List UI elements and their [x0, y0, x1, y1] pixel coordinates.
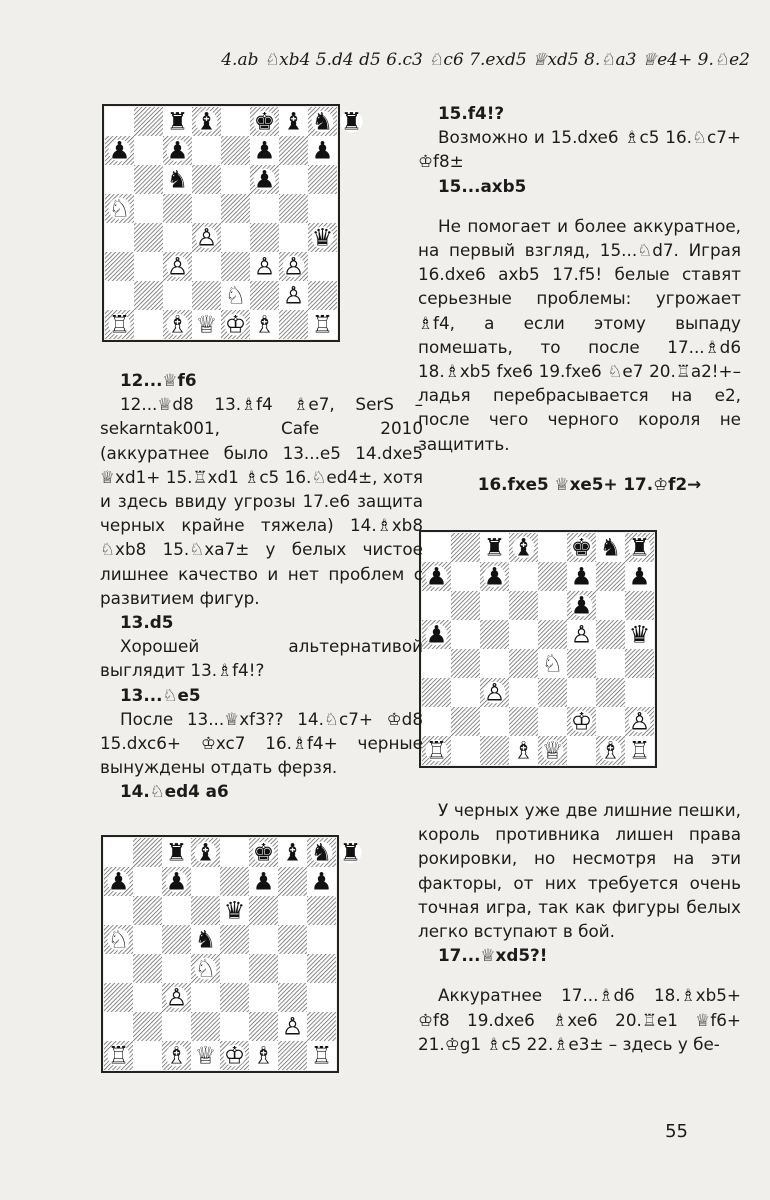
white-rook-icon: ♖ [107, 1041, 130, 1070]
black-pawn-icon: ♟ [253, 136, 276, 165]
chessboard-svg [419, 530, 657, 768]
running-header: 4.ab ♘xb4 5.d4 d5 6.c3 ♘c6 7.exd5 ♕xd5 8.♘a3 ♕e4+ 9.♘e2 [221, 50, 750, 70]
white-rook-icon: ♖ [108, 310, 131, 339]
black-knight-icon: ♞ [310, 838, 333, 867]
white-pawn-icon: ♙ [253, 252, 276, 281]
dark-square [191, 1012, 220, 1041]
light-square [308, 252, 337, 281]
dark-square [625, 649, 654, 678]
dark-square [422, 678, 451, 707]
dark-square [191, 896, 220, 925]
black-pawn-icon: ♟ [165, 867, 188, 896]
white-knight-icon: ♘ [541, 649, 564, 678]
dark-square [192, 165, 221, 194]
white-rook-icon: ♖ [425, 736, 448, 765]
light-square [105, 107, 134, 136]
light-square [596, 591, 625, 620]
light-square [133, 983, 162, 1012]
light-square [279, 223, 308, 252]
light-square [509, 562, 538, 591]
light-square [192, 252, 221, 281]
light-square [221, 223, 250, 252]
light-square [278, 896, 307, 925]
light-square [134, 252, 163, 281]
commentary-paragraph: У черных уже две лишние пешки, король противника лишен права рокировки, но несмотря на эти факторы, от них требуется очень точная игра, так как фигуры белых легко вступают в бой. [418, 800, 741, 942]
light-square [162, 896, 191, 925]
white-rook-icon: ♖ [310, 1041, 333, 1070]
light-square [104, 838, 133, 867]
light-square [596, 707, 625, 736]
dark-square [249, 896, 278, 925]
light-square [104, 1012, 133, 1041]
white-rook-icon: ♖ [311, 310, 334, 339]
dark-square [307, 896, 336, 925]
left-column [100, 368, 423, 804]
dark-square [134, 223, 163, 252]
light-square [220, 954, 249, 983]
light-square [308, 194, 337, 223]
dark-square [162, 925, 191, 954]
dark-square [221, 252, 250, 281]
light-square [162, 1012, 191, 1041]
move-line: 15.f4!? [438, 103, 505, 123]
black-pawn-icon: ♟ [425, 620, 448, 649]
dark-square [221, 194, 250, 223]
black-rook-icon: ♜ [628, 533, 651, 562]
white-queen-icon: ♕ [194, 1041, 217, 1070]
dark-square [279, 194, 308, 223]
white-king-icon: ♔ [223, 1041, 246, 1070]
black-knight-icon: ♞ [311, 107, 334, 136]
light-square [422, 649, 451, 678]
black-pawn-icon: ♟ [253, 165, 276, 194]
white-knight-icon: ♘ [224, 281, 247, 310]
dark-square [134, 107, 163, 136]
dark-square [278, 1041, 307, 1070]
black-knight-icon: ♞ [194, 925, 217, 954]
light-square [192, 194, 221, 223]
commentary-paragraph: 12...♕d8 13.♗f4 ♗e7, SerS – sekarntak001, Cafe 2010 (аккуратнее было 13...e5 14.dxe5 ♕xd1+ 15.♖xd1 ♗c5 16.♘ed4±, хотя и здесь ввиду угрозы 17.e6 защита черных крайне тяжела) 14.♗xb8 ♘xb8 15.♘xa7± у белых чистое лишнее качество и нет проблем с развитием фигур. [100, 394, 423, 608]
white-pawn-icon: ♙ [570, 620, 593, 649]
black-pawn-icon: ♟ [166, 136, 189, 165]
black-bishop-icon: ♝ [194, 838, 217, 867]
light-square [163, 223, 192, 252]
dark-square [596, 678, 625, 707]
black-pawn-icon: ♟ [570, 591, 593, 620]
dark-square [221, 136, 250, 165]
light-square [191, 867, 220, 896]
dark-square [278, 925, 307, 954]
spacer [418, 456, 741, 472]
light-square [625, 678, 654, 707]
black-rook-icon: ♜ [483, 533, 506, 562]
white-pawn-icon: ♙ [281, 1012, 304, 1041]
black-queen-icon: ♛ [628, 620, 651, 649]
dark-square [133, 838, 162, 867]
dark-square [538, 562, 567, 591]
light-square [509, 620, 538, 649]
white-queen-icon: ♕ [195, 310, 218, 339]
dark-square [249, 954, 278, 983]
white-pawn-icon: ♙ [628, 707, 651, 736]
light-square [134, 136, 163, 165]
dark-square [307, 1012, 336, 1041]
light-square [422, 707, 451, 736]
move-line: 16.fxe5 ♕xe5+ 17.♔f2→ [477, 473, 702, 494]
light-square [249, 983, 278, 1012]
light-square [249, 925, 278, 954]
white-pawn-icon: ♙ [483, 678, 506, 707]
black-queen-icon: ♛ [311, 223, 334, 252]
black-knight-icon: ♞ [599, 533, 622, 562]
black-pawn-icon: ♟ [311, 136, 334, 165]
dark-square [104, 983, 133, 1012]
light-square [105, 223, 134, 252]
dark-square [509, 649, 538, 678]
white-bishop-icon: ♗ [165, 1041, 188, 1070]
black-knight-icon: ♞ [166, 165, 189, 194]
black-rook-icon: ♜ [339, 838, 362, 867]
white-bishop-icon: ♗ [252, 1041, 275, 1070]
move-line: 13...♘e5 [120, 684, 201, 705]
dark-square [567, 649, 596, 678]
white-rook-icon: ♖ [628, 736, 651, 765]
light-square [538, 707, 567, 736]
dark-square [220, 983, 249, 1012]
move-line: 14.♘ed4 a6 [120, 781, 229, 802]
black-bishop-icon: ♝ [195, 107, 218, 136]
white-queen-icon: ♕ [541, 736, 564, 765]
dark-square [133, 1012, 162, 1041]
dark-square [133, 954, 162, 983]
dark-square [596, 620, 625, 649]
dark-square [480, 736, 509, 765]
dark-square [105, 252, 134, 281]
dark-square [220, 925, 249, 954]
light-square [134, 310, 163, 339]
white-pawn-icon: ♙ [166, 252, 189, 281]
white-bishop-icon: ♗ [599, 736, 622, 765]
spacer [418, 198, 741, 214]
light-square [163, 281, 192, 310]
light-square [596, 649, 625, 678]
dark-square [134, 165, 163, 194]
light-square [509, 678, 538, 707]
black-pawn-icon: ♟ [570, 562, 593, 591]
spacer [418, 967, 741, 983]
dark-square [279, 310, 308, 339]
light-square [451, 620, 480, 649]
white-king-icon: ♔ [570, 707, 593, 736]
chessboard-svg [101, 835, 362, 1073]
dark-square [278, 867, 307, 896]
light-square [480, 649, 509, 678]
dark-square [134, 281, 163, 310]
light-square [279, 165, 308, 194]
black-pawn-icon: ♟ [107, 867, 130, 896]
light-square [451, 736, 480, 765]
light-square [567, 678, 596, 707]
dark-square [250, 223, 279, 252]
black-pawn-icon: ♟ [252, 867, 275, 896]
black-bishop-icon: ♝ [281, 838, 304, 867]
black-king-icon: ♚ [252, 838, 275, 867]
dark-square [509, 591, 538, 620]
dark-square [308, 165, 337, 194]
dark-square [451, 591, 480, 620]
page-number: 55 [665, 1121, 688, 1142]
white-knight-icon: ♘ [194, 954, 217, 983]
light-square [133, 925, 162, 954]
dark-square [451, 533, 480, 562]
light-square [538, 591, 567, 620]
chess-diagram-1 [102, 104, 363, 346]
light-square [221, 165, 250, 194]
dark-square [308, 281, 337, 310]
white-pawn-icon: ♙ [165, 983, 188, 1012]
light-square [480, 707, 509, 736]
move-line: 12...♕f6 [120, 370, 197, 390]
dark-square [307, 954, 336, 983]
move-line: 17...♕xd5?! [438, 945, 548, 966]
move-line: 13.d5 [120, 612, 174, 633]
light-square [307, 925, 336, 954]
light-square [221, 107, 250, 136]
light-square [278, 954, 307, 983]
right-column-bottom [418, 798, 741, 1056]
black-rook-icon: ♜ [165, 838, 188, 867]
dark-square [451, 649, 480, 678]
chessboard-svg [102, 104, 363, 342]
black-pawn-icon: ♟ [310, 867, 333, 896]
white-pawn-icon: ♙ [282, 281, 305, 310]
light-square [133, 867, 162, 896]
dark-square [163, 194, 192, 223]
black-pawn-icon: ♟ [108, 136, 131, 165]
dark-square [249, 1012, 278, 1041]
white-bishop-icon: ♗ [166, 310, 189, 339]
black-rook-icon: ♜ [340, 107, 363, 136]
black-pawn-icon: ♟ [425, 562, 448, 591]
chess-diagram-2 [419, 530, 657, 772]
light-square [220, 1012, 249, 1041]
white-pawn-icon: ♙ [195, 223, 218, 252]
white-knight-icon: ♘ [107, 925, 130, 954]
commentary-paragraph: Аккуратнее 17...♗d6 18.♗xb5+ ♔f8 19.dxe6 ♗xe6 20.♖e1 ♕f6+ 21.♔g1 ♗c5 22.♗e3± – здесь у бе- [418, 985, 741, 1054]
black-king-icon: ♚ [570, 533, 593, 562]
dark-square [596, 562, 625, 591]
black-king-icon: ♚ [253, 107, 276, 136]
white-bishop-icon: ♗ [253, 310, 276, 339]
black-rook-icon: ♜ [166, 107, 189, 136]
black-queen-icon: ♛ [223, 896, 246, 925]
light-square [567, 736, 596, 765]
move-line: 15...axb5 [438, 175, 527, 196]
light-square [451, 562, 480, 591]
light-square [191, 983, 220, 1012]
dark-square [278, 983, 307, 1012]
light-square [422, 533, 451, 562]
black-pawn-icon: ♟ [483, 562, 506, 591]
dark-square [220, 867, 249, 896]
commentary-paragraph: После 13...♕xf3?? 14.♘c7+ ♔d8 15.dxc6+ ♔xc7 16.♗f4+ черные вынуждены отдать ферзя. [100, 708, 423, 778]
light-square [250, 194, 279, 223]
dark-square [133, 896, 162, 925]
dark-square [538, 678, 567, 707]
light-square [162, 954, 191, 983]
black-bishop-icon: ♝ [512, 533, 535, 562]
dark-square [480, 620, 509, 649]
white-king-icon: ♔ [224, 310, 247, 339]
dark-square [625, 591, 654, 620]
white-pawn-icon: ♙ [282, 252, 305, 281]
dark-square [192, 281, 221, 310]
commentary-paragraph: Хорошей альтернативой выглядит 13.♗f4!? [100, 636, 423, 681]
light-square [104, 896, 133, 925]
commentary-paragraph: Не помогает и более аккуратное, на первый взгляд, 15...♘d7. Играя 16.dxe6 axb5 17.f5! белые ставят серьезные проблемы: угрожает ♗f4, а если этому выпаду помешать, то после 17...♗d6 18.♗xb5 fxe6 19.fxe6 ♘e7 20.♖a2!+– ладья перебрасывается на e2, после чего черного короля не защитить. [418, 215, 741, 454]
dark-square [451, 707, 480, 736]
dark-square [279, 136, 308, 165]
light-square [451, 678, 480, 707]
dark-square [538, 620, 567, 649]
chess-diagram-3 [101, 835, 362, 1077]
dark-square [509, 707, 538, 736]
right-column-top [418, 101, 741, 496]
light-square [220, 838, 249, 867]
light-square [104, 954, 133, 983]
light-square [134, 194, 163, 223]
black-bishop-icon: ♝ [282, 107, 305, 136]
light-square [422, 591, 451, 620]
light-square [307, 983, 336, 1012]
light-square [538, 533, 567, 562]
light-square [480, 591, 509, 620]
white-knight-icon: ♘ [108, 194, 131, 223]
black-pawn-icon: ♟ [628, 562, 651, 591]
light-square [133, 1041, 162, 1070]
light-square [105, 165, 134, 194]
dark-square [250, 281, 279, 310]
light-square [105, 281, 134, 310]
white-bishop-icon: ♗ [512, 736, 535, 765]
light-square [192, 136, 221, 165]
commentary-paragraph: Возможно и 15.dxe6 ♗c5 16.♘c7+ ♔f8± [418, 127, 741, 172]
